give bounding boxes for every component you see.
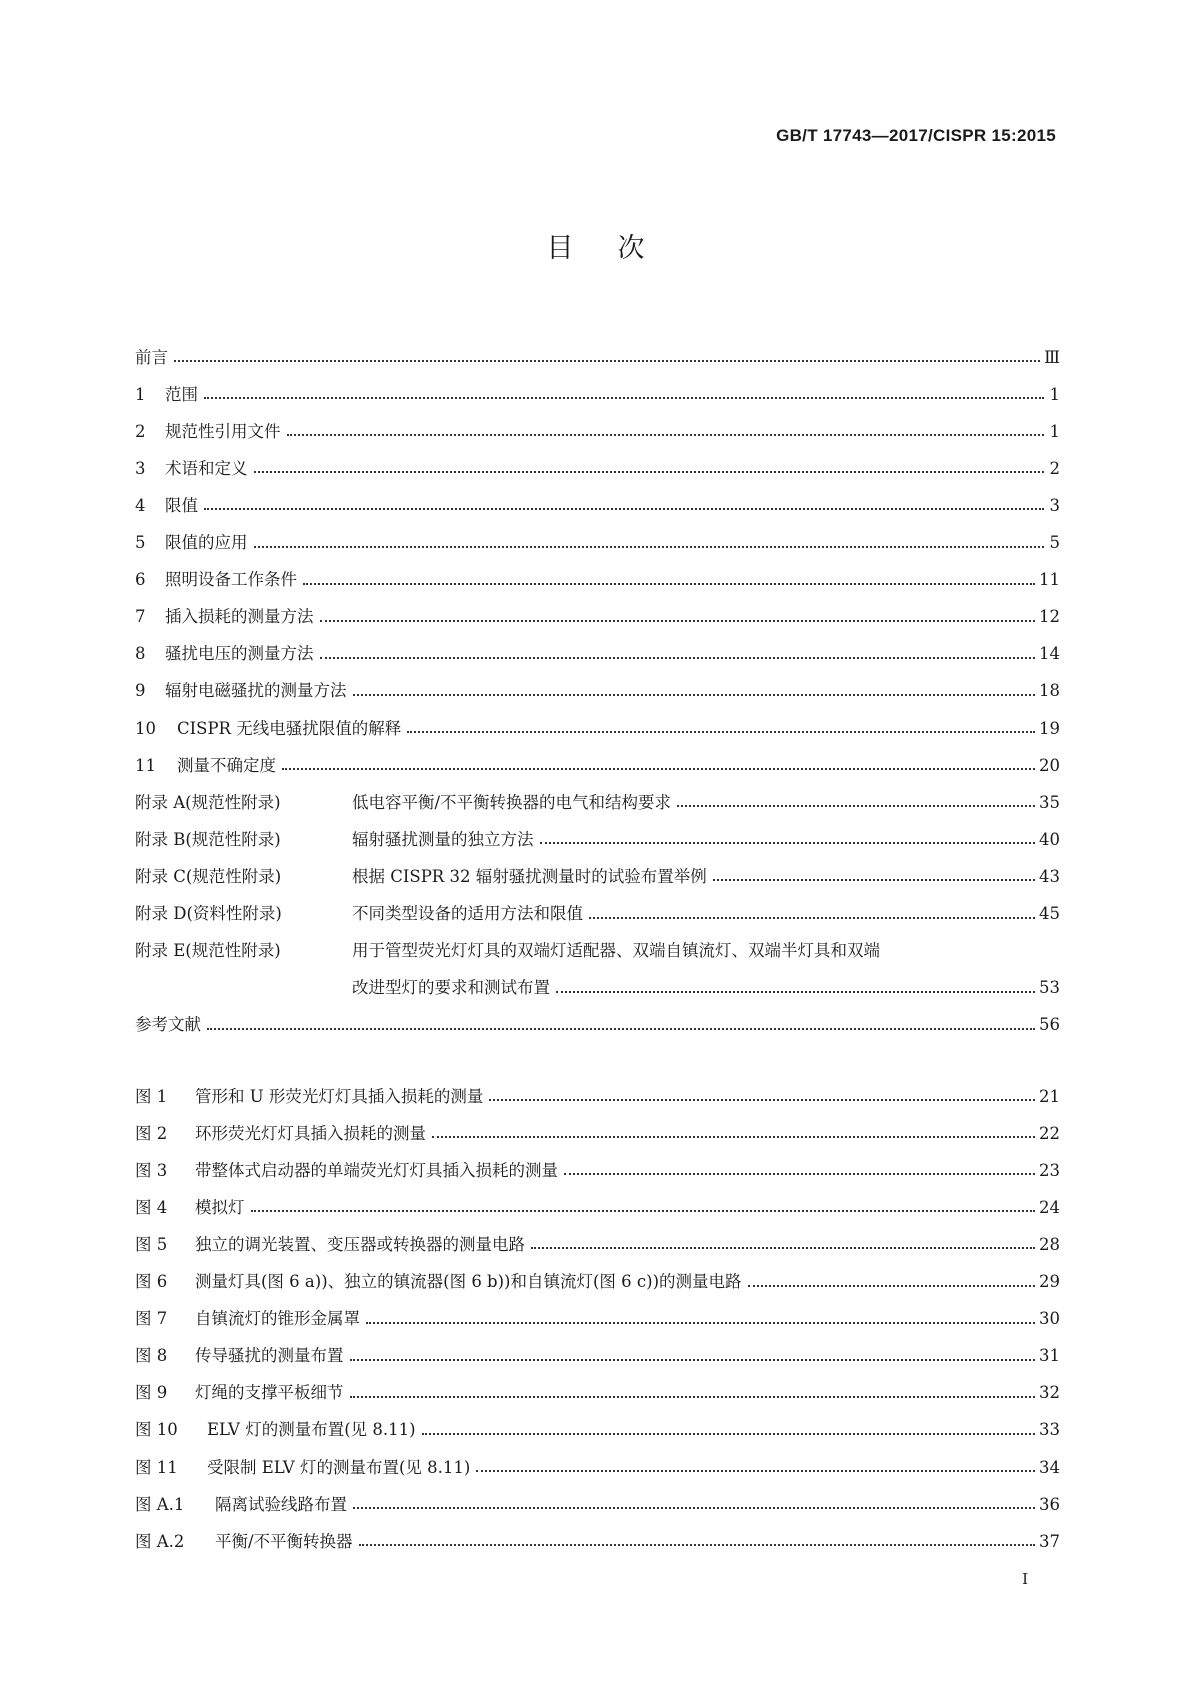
toc-label: 低电容平衡/不平衡转换器的电气和结构要求	[352, 792, 672, 812]
figure-num: 图 4	[135, 1197, 168, 1217]
figure-page: 24	[1039, 1197, 1060, 1217]
leader-dots	[432, 1135, 1035, 1138]
toc-label: 插入损耗的测量方法	[165, 607, 314, 627]
toc-num: 10	[135, 718, 156, 738]
toc-page: 12	[1039, 607, 1060, 627]
toc-page: 5	[1049, 533, 1060, 553]
page-number: I	[1022, 1570, 1028, 1588]
toc-page: 53	[1039, 978, 1060, 998]
figure-row[interactable]	[135, 1365, 1060, 1402]
toc-num: 7	[135, 607, 146, 627]
toc-label: 骚扰电压的测量方法	[165, 644, 314, 664]
figure-row[interactable]	[135, 1328, 1060, 1365]
toc-page: 11	[1039, 570, 1060, 590]
leader-dots	[350, 1358, 1036, 1361]
toc-row[interactable]	[135, 774, 1060, 811]
toc-row[interactable]	[135, 552, 1060, 589]
figure-num: 图 7	[135, 1309, 168, 1329]
leader-dots	[207, 1027, 1035, 1030]
figure-page: 31	[1039, 1346, 1060, 1366]
figure-row[interactable]	[135, 1402, 1060, 1439]
toc-page: 3	[1049, 495, 1060, 515]
toc-label: CISPR 无线电骚扰限值的解释	[177, 718, 402, 738]
toc-label: 不同类型设备的适用方法和限值	[352, 904, 583, 923]
toc-page: 2	[1049, 458, 1060, 478]
figure-num: 图 1	[135, 1086, 168, 1106]
leader-dots	[282, 767, 1035, 770]
toc-row[interactable]	[135, 811, 1060, 848]
leader-dots	[320, 656, 1036, 659]
toc-page: 14	[1039, 644, 1060, 664]
toc-row[interactable]	[135, 923, 1060, 960]
toc-page: 18	[1039, 681, 1060, 701]
leader-dots	[422, 1432, 1035, 1435]
toc-row[interactable]	[135, 514, 1060, 551]
toc-label: 参考文献	[135, 1015, 201, 1035]
toc-num: 附录 D(资料性附录)	[135, 904, 282, 923]
figure-list	[135, 1068, 1060, 1550]
figure-row[interactable]	[135, 1179, 1060, 1216]
leader-dots	[174, 359, 1040, 362]
toc-label: 范围	[165, 384, 198, 404]
toc-label: 照明设备工作条件	[165, 570, 297, 590]
leader-dots	[254, 470, 1045, 473]
figure-page: 36	[1039, 1494, 1060, 1514]
leader-dots	[353, 693, 1036, 696]
toc-page: 1	[1049, 384, 1060, 404]
toc-row[interactable]	[135, 737, 1060, 774]
figure-row[interactable]	[135, 1439, 1060, 1476]
figure-num: 图 11	[135, 1457, 178, 1477]
toc-label: 辐射电磁骚扰的测量方法	[165, 681, 347, 701]
figure-num: 图 5	[135, 1234, 168, 1254]
leader-dots	[713, 878, 1035, 881]
toc-row[interactable]	[135, 997, 1060, 1034]
figure-label: 平衡/不平衡转换器	[215, 1531, 353, 1551]
figure-row[interactable]	[135, 1068, 1060, 1105]
toc-page: 19	[1039, 718, 1060, 738]
toc-num: 11	[135, 755, 156, 775]
toc-num: 3	[135, 458, 146, 478]
toc-label: 限值的应用	[165, 533, 248, 553]
toc-row-continuation[interactable]	[135, 960, 1060, 997]
figure-page: 30	[1039, 1309, 1060, 1329]
toc-label: 测量不确定度	[177, 755, 276, 775]
toc-row[interactable]	[135, 329, 1060, 366]
figure-label: 灯绳的支撑平板细节	[195, 1383, 344, 1403]
toc-row[interactable]	[135, 700, 1060, 737]
figure-row[interactable]	[135, 1476, 1060, 1513]
figure-page: 22	[1039, 1123, 1060, 1143]
toc-num: 9	[135, 681, 146, 701]
leader-dots	[748, 1284, 1035, 1287]
leader-dots	[353, 1506, 1035, 1509]
figure-label: 带整体式启动器的单端荧光灯灯具插入损耗的测量	[195, 1160, 558, 1180]
figure-page: 21	[1039, 1086, 1060, 1106]
figure-num: 图 2	[135, 1123, 168, 1143]
figure-label: 传导骚扰的测量布置	[195, 1346, 344, 1366]
figure-num: 图 10	[135, 1420, 178, 1440]
toc-list	[135, 329, 1060, 1034]
toc-num: 6	[135, 570, 146, 590]
leader-dots	[489, 1098, 1035, 1101]
toc-row[interactable]	[135, 477, 1060, 514]
figure-label: 管形和 U 形荧光灯灯具插入损耗的测量	[195, 1086, 484, 1106]
toc-page: 43	[1039, 866, 1060, 886]
toc-page: 45	[1039, 904, 1060, 923]
figure-num: 图 3	[135, 1160, 168, 1180]
toc-label: 限值	[165, 495, 198, 515]
leader-dots	[251, 1209, 1036, 1212]
toc-label: 辐射骚扰测量的独立方法	[352, 829, 534, 849]
figure-num: 图 9	[135, 1383, 168, 1403]
figure-page: 28	[1039, 1234, 1060, 1254]
toc-page: 35	[1039, 792, 1060, 812]
toc-page: 20	[1039, 755, 1060, 775]
figure-label: 受限制 ELV 灯的测量布置(见 8.11)	[207, 1457, 471, 1477]
figure-label: 测量灯具(图 6 a))、独立的镇流器(图 6 b))和自镇流灯(图 6 c))的测量电路	[195, 1272, 742, 1292]
toc-page: Ⅲ	[1044, 347, 1060, 367]
toc-row[interactable]	[135, 589, 1060, 626]
leader-dots	[204, 396, 1044, 399]
figure-label: 环形荧光灯灯具插入损耗的测量	[195, 1123, 426, 1143]
toc-row[interactable]	[135, 663, 1060, 700]
toc-label: 规范性引用文件	[165, 421, 281, 441]
toc-num: 附录 B(规范性附录)	[135, 829, 281, 849]
toc-label: 根据 CISPR 32 辐射骚扰测量时的试验布置举例	[352, 866, 707, 886]
leader-dots	[589, 916, 1035, 919]
toc-row[interactable]	[135, 885, 1060, 922]
leader-dots	[564, 1172, 1035, 1175]
figure-row[interactable]	[135, 1105, 1060, 1142]
toc-num: 附录 E(规范性附录)	[135, 941, 281, 961]
figure-row[interactable]	[135, 1513, 1060, 1550]
toc-row[interactable]	[135, 626, 1060, 663]
toc-num: 附录 C(规范性附录)	[135, 866, 282, 886]
toc-label: 前言	[135, 347, 168, 367]
figure-page: 32	[1039, 1383, 1060, 1403]
leader-dots	[366, 1321, 1035, 1324]
figure-label: 自镇流灯的锥形金属罩	[195, 1309, 360, 1329]
toc-page: 56	[1039, 1015, 1060, 1035]
leader-dots	[320, 619, 1036, 622]
figure-num: 图 A.2	[135, 1531, 185, 1551]
figure-page: 23	[1039, 1160, 1060, 1180]
leader-dots	[540, 841, 1036, 844]
leader-dots	[204, 507, 1044, 510]
standard-code: GB/T 17743—2017/CISPR 15:2015	[776, 126, 1056, 145]
toc-num: 2	[135, 421, 146, 441]
leader-dots	[287, 433, 1045, 436]
toc-row[interactable]	[135, 848, 1060, 885]
figure-page: 33	[1039, 1420, 1060, 1440]
toc-row[interactable]	[135, 403, 1060, 440]
figure-num: 图 8	[135, 1346, 168, 1366]
figure-num: 图 A.1	[135, 1494, 185, 1514]
leader-dots	[677, 804, 1035, 807]
figure-page: 29	[1039, 1272, 1060, 1292]
leader-dots	[359, 1543, 1035, 1546]
toc-row[interactable]	[135, 440, 1060, 477]
toc-num: 附录 A(规范性附录)	[135, 792, 281, 812]
figure-label: 隔离试验线路布置	[215, 1494, 347, 1514]
toc-num: 1	[135, 384, 146, 404]
figure-num: 图 6	[135, 1272, 168, 1292]
toc-label: 用于管型荧光灯灯具的双端灯适配器、双端自镇流灯、双端半灯具和双端	[352, 941, 880, 961]
leader-dots	[303, 582, 1035, 585]
toc-num: 5	[135, 533, 146, 553]
figure-row[interactable]	[135, 1291, 1060, 1328]
figure-row[interactable]	[135, 1142, 1060, 1179]
leader-dots	[407, 730, 1035, 733]
toc-label: 术语和定义	[165, 458, 248, 478]
page-title: 目次	[546, 233, 689, 264]
figure-row[interactable]	[135, 1253, 1060, 1290]
leader-dots	[350, 1395, 1036, 1398]
figure-page: 37	[1039, 1531, 1060, 1551]
figure-label: 独立的调光装置、变压器或转换器的测量电路	[195, 1234, 525, 1254]
toc-page: 1	[1049, 421, 1060, 441]
leader-dots	[476, 1469, 1035, 1472]
leader-dots	[254, 545, 1045, 548]
figure-label: 模拟灯	[195, 1197, 245, 1217]
toc-row[interactable]	[135, 366, 1060, 403]
toc-num: 4	[135, 495, 146, 515]
figure-page: 34	[1039, 1457, 1060, 1477]
leader-dots	[531, 1246, 1035, 1249]
figure-row[interactable]	[135, 1216, 1060, 1253]
toc-label: 改进型灯的要求和测试布置	[352, 978, 550, 998]
toc-page: 40	[1039, 829, 1060, 849]
toc-num: 8	[135, 644, 146, 664]
figure-label: ELV 灯的测量布置(见 8.11)	[207, 1420, 416, 1440]
leader-dots	[556, 990, 1035, 993]
